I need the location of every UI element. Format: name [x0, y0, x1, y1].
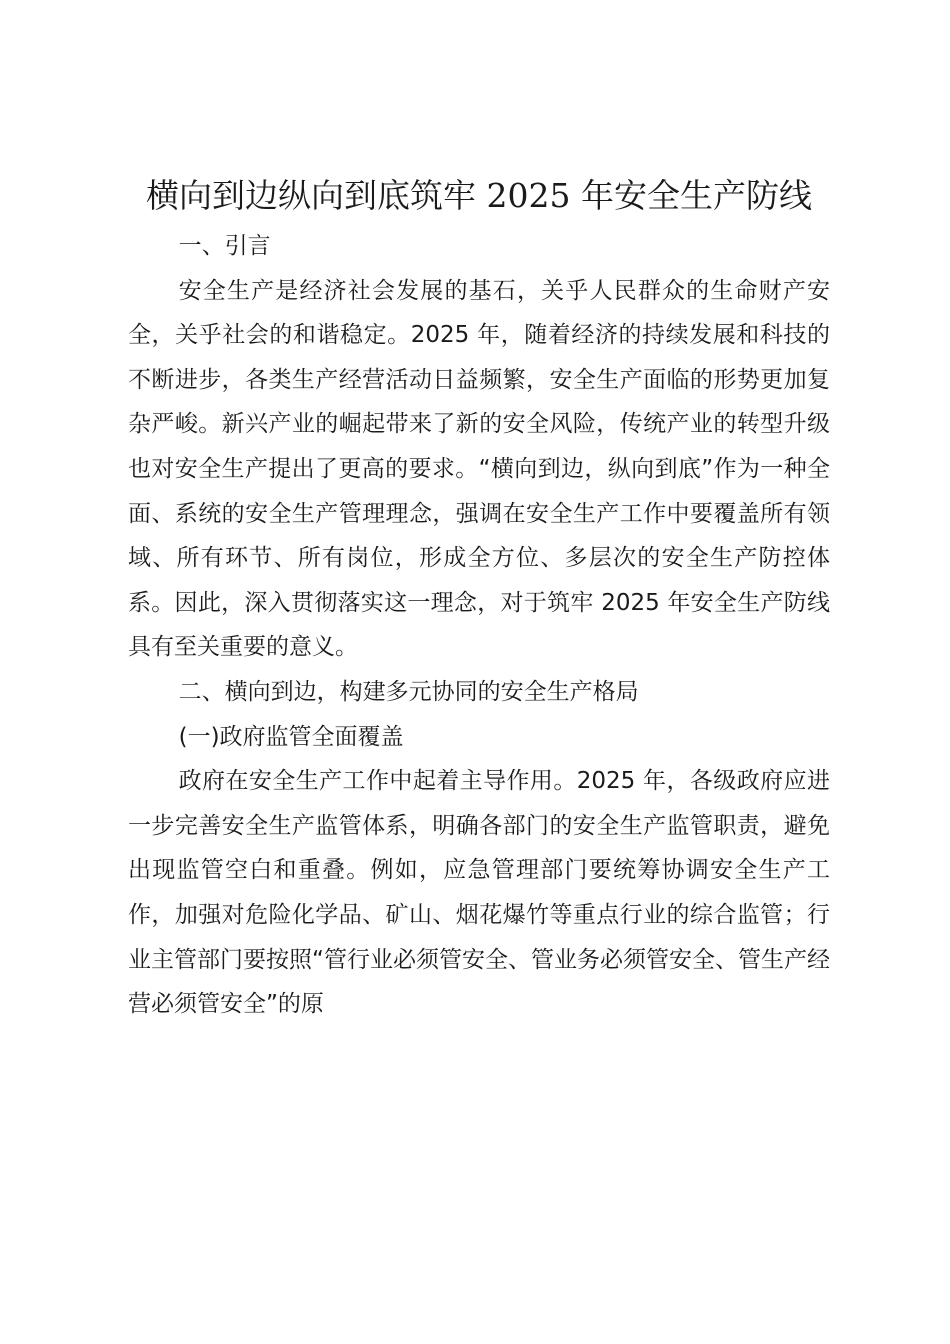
document-title: 横向到边纵向到底筑牢 2025 年安全生产防线: [146, 176, 812, 215]
paragraph-government: 政府在安全生产工作中起着主导作用。2025 年，各级政府应进一步完善安全生产监管体系，明确各部门的安全生产监管职责，避免出现监管空白和重叠。例如，应急管理部门要统筹协调安全生产工作，加强对危险化学品、矿山、烟花爆竹等重点行业的综合监管；行业主管部门要按照“管行业必须管安全、管业务必须管安全、管生产经营必须管安全”的原: [128, 768, 830, 1018]
section-heading-introduction: 一、引言: [178, 233, 271, 259]
document-body: [128, 224, 830, 1027]
paragraph-introduction: 安全生产是经济社会发展的基石，关乎人民群众的生命财产安全，关乎社会的和谐稳定。2025 年，随着经济的持续发展和科技的不断进步，各类生产经营活动日益频繁，安全生产面临的形势更加复杂严峻。新兴产业的崛起带来了新的安全风险，传统产业的转型升级也对安全生产提出了更高的要求。“横向到边，纵向到底”作为一种全面、系统的安全生产管理理念，强调在安全生产工作中要覆盖所有领域、所有环节、所有岗位，形成全方位、多层次的安全生产防控体系。因此，深入贯彻落实这一理念，对于筑牢 2025 年安全生产防线具有至关重要的意义。: [128, 277, 830, 661]
subsection-heading-government: (一)政府监管全面覆盖: [178, 723, 404, 750]
section-heading-horizontal: 二、横向到边，构建多元协同的安全生产格局: [178, 678, 639, 705]
